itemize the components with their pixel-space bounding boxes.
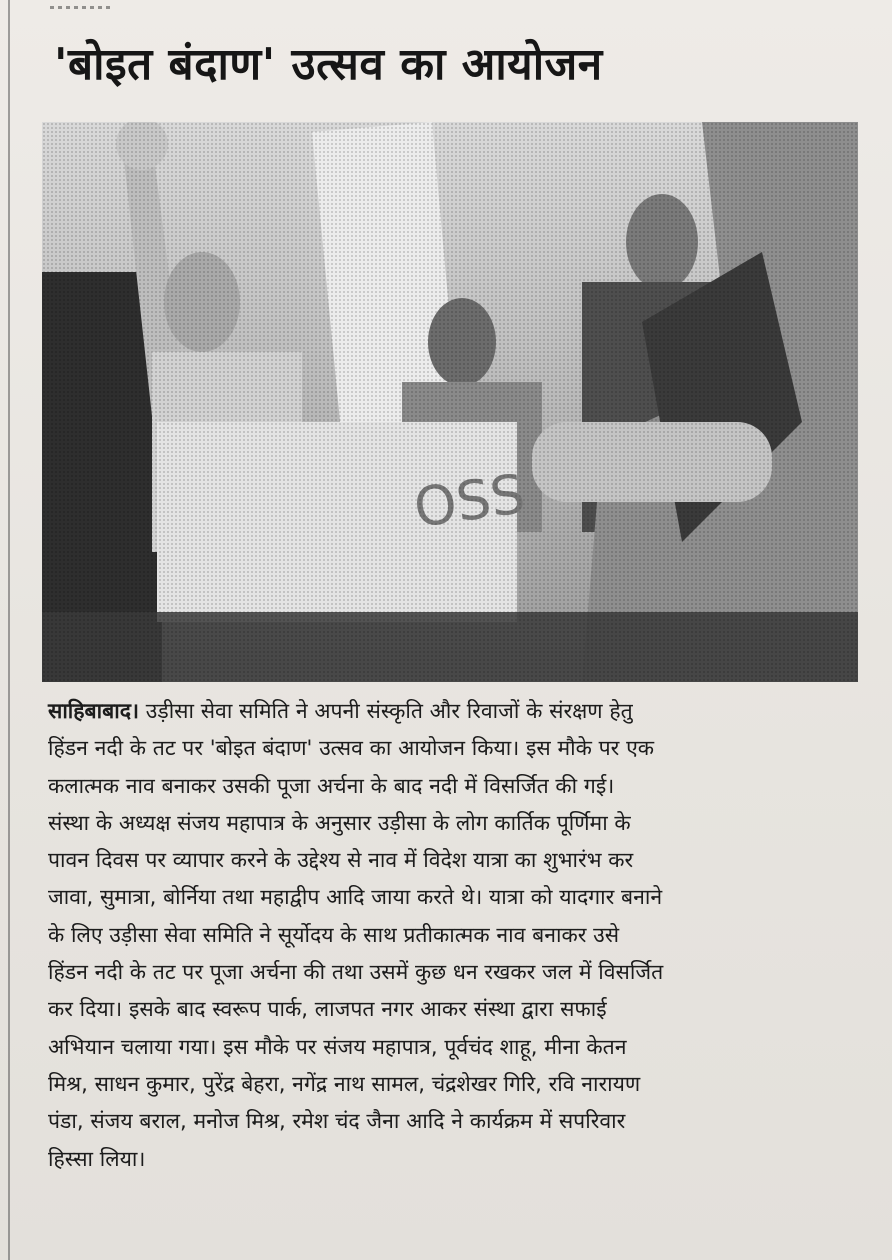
article-line-text: उड़ीसा सेवा समिति ने अपनी संस्कृति और रिवाजों के संरक्षण हेतु (139, 698, 633, 723)
article-line-12: पंडा, संजय बराल, मनोज मिश्र, रमेश चंद जैना आदि ने कार्यक्रम में सपरिवार (48, 1108, 626, 1134)
article-line-4: संस्था के अध्यक्ष संजय महापात्र के अनुसार उड़ीसा के लोग कार्तिक पूर्णिमा के (48, 809, 631, 835)
article-line-6: जावा, सुमात्रा, बोर्निया तथा महाद्वीप आदि जाया करते थे। यात्रा को यादगार बनाने (48, 884, 663, 910)
column-rule (8, 0, 10, 1260)
top-rule (50, 6, 110, 9)
article-line-3: कलात्मक नाव बनाकर उसकी पूजा अर्चना के बाद नदी में विसर्जित की गई। (48, 772, 615, 798)
article-body (48, 692, 870, 1177)
article-line-11: मिश्र, साधन कुमार, पुरेंद्र बेहरा, नगेंद्र नाथ सामल, चंद्रशेखर गिरि, रवि नारायण (48, 1070, 641, 1096)
dateline: साहिबाबाद। (48, 698, 140, 723)
article-line-7: के लिए उड़ीसा सेवा समिति ने सूर्योदय के साथ प्रतीकात्मक नाव बनाकर उसे (48, 921, 620, 947)
article-line-8: हिंडन नदी के तट पर पूजा अर्चना की तथा उसमें कुछ धन रखकर जल में विसर्जित (48, 959, 664, 985)
article-line-2: हिंडन नदी के तट पर 'बोइत बंदाण' उत्सव का आयोजन किया। इस मौके पर एक (48, 735, 655, 761)
headline: 'बोइत बंदाण' उत्सव का आयोजन (54, 39, 603, 90)
halftone-overlay (42, 122, 858, 682)
article-line-10: अभियान चलाया गया। इस मौके पर संजय महापात्र, पूर्वचंद शाहू, मीना केतन (48, 1033, 627, 1059)
news-photo (42, 122, 858, 682)
article-line-1 (48, 692, 870, 729)
article-line-9: कर दिया। इसके बाद स्वरूप पार्क, लाजपत नगर आकर संस्था द्वारा सफाई (48, 996, 607, 1022)
article-line-5: पावन दिवस पर व्यापार करने के उद्देश्य से नाव में विदेश यात्रा का शुभारंभ कर (48, 847, 634, 873)
article-line-13: हिस्सा लिया। (48, 1145, 146, 1171)
